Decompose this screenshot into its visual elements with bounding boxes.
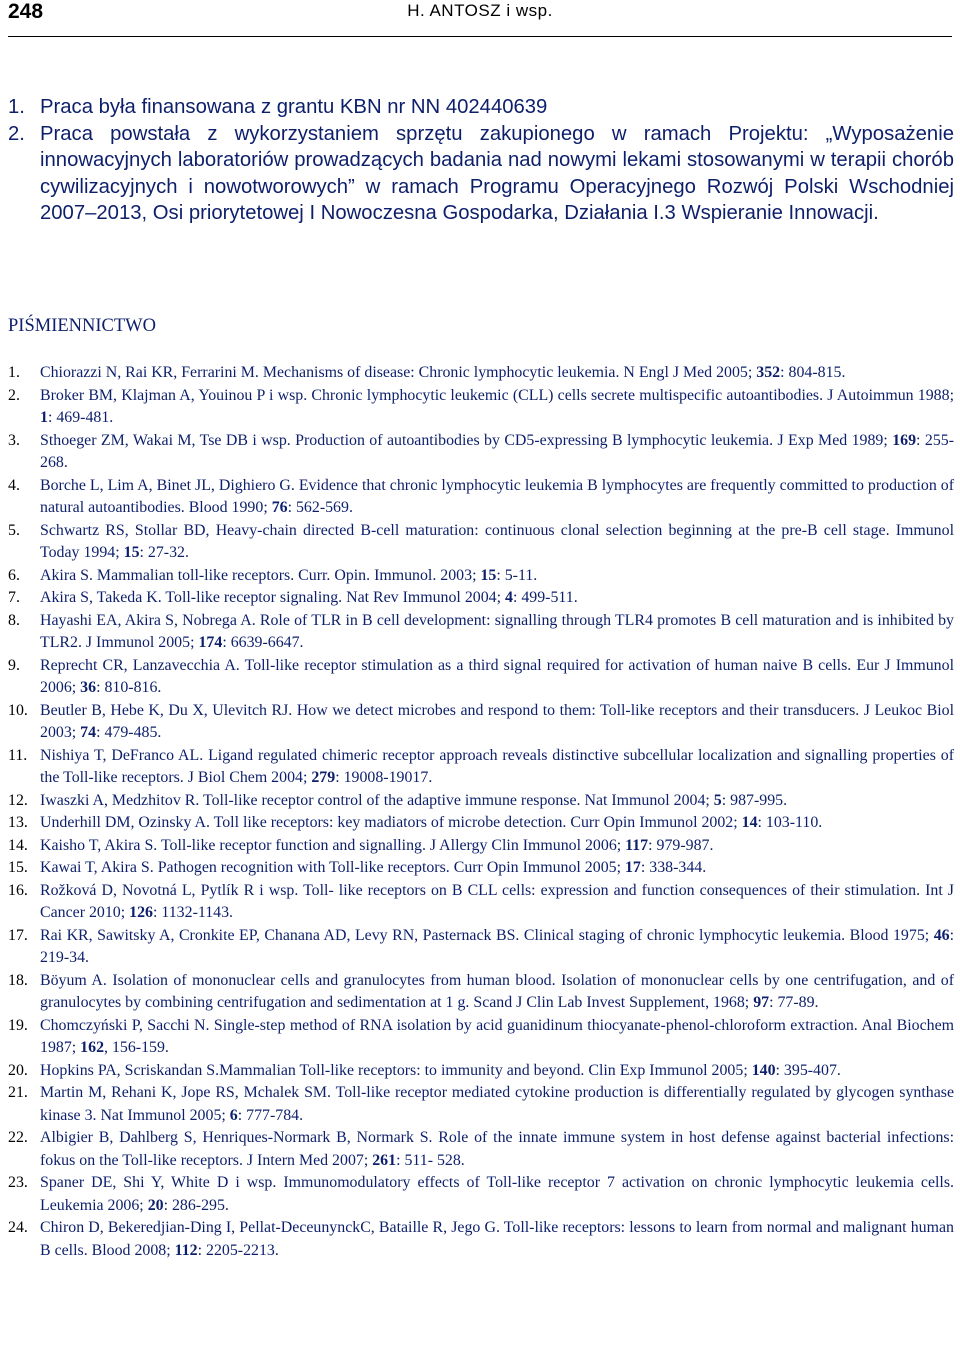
- reference-number: 14.: [8, 836, 28, 854]
- reference-pages: : 27-32.: [139, 544, 189, 561]
- references-list: [8, 362, 954, 1262]
- reference-volume: 1: [40, 409, 48, 426]
- reference-pages: : 777-784.: [237, 1106, 304, 1124]
- reference-pages: : 5-11.: [496, 566, 538, 584]
- running-head: H. ANTOSZ i wsp.: [407, 1, 553, 20]
- reference-number: 15.: [8, 859, 28, 876]
- reference-text: [40, 475, 954, 520]
- reference-number: 3.: [8, 431, 20, 449]
- page-header: [8, 0, 952, 37]
- reference-citation: Hopkins PA, Scriskandan S.Mammalian Toll-like receptors: to immunity and beyond. Clin Exp Immunol 2005;: [40, 1061, 752, 1079]
- reference-volume: 5: [713, 791, 722, 809]
- reference-text: [40, 362, 954, 385]
- reference-pages: : 2205-2213.: [197, 1241, 279, 1259]
- reference-number: 4.: [8, 476, 20, 494]
- reference-volume: 46: [933, 926, 950, 944]
- reference-pages: : 810-816.: [96, 679, 162, 696]
- reference-text: [40, 1060, 954, 1083]
- reference-item: [8, 1060, 954, 1083]
- acknowledgement-number: 1.: [8, 96, 25, 118]
- reference-citation: Kaisho T, Akira S. Toll-like receptor function and signalling. J Allergy Clin Immunol 2006;: [40, 836, 626, 854]
- reference-volume: 97: [753, 994, 770, 1011]
- reference-volume: 261: [372, 1151, 397, 1169]
- reference-citation: Sthoeger ZM, Wakai M, Tse DB i wsp. Production of autoantibodies by CD5-expressing B lymphocytic leukemia. J Exp Med 1989;: [40, 431, 893, 449]
- reference-volume: 15: [123, 544, 140, 561]
- reference-pages: : 77-89.: [769, 994, 819, 1011]
- reference-text: [40, 520, 954, 565]
- reference-pages: : 338-344.: [640, 859, 707, 876]
- reference-number: 9.: [8, 656, 20, 674]
- reference-citation: Albigier B, Dahlberg S, Henriques-Normark B, Normark S. Role of the innate immune system in host defense against bacterial infections: fokus on the Toll-like receptors. J Intern Med 2007;: [40, 1129, 954, 1169]
- reference-number: 22.: [8, 1129, 28, 1146]
- reference-citation: Rai KR, Sawitsky A, Cronkite EP, Chanana AD, Levy RN, Pasternack BS. Clinical staging of chronic lymphocytic leukemia. Blood 1975;: [40, 926, 934, 944]
- reference-citation: Akira S. Mammalian toll-like receptors. Curr. Opin. Immunol. 2003;: [40, 566, 481, 584]
- reference-number: 21.: [8, 1084, 28, 1101]
- reference-text: [40, 1217, 954, 1262]
- reference-number: 17.: [8, 926, 28, 944]
- reference-pages: : 255-268.: [40, 431, 954, 471]
- reference-text: [40, 857, 954, 880]
- reference-pages: : 6639-6647.: [222, 634, 304, 651]
- reference-text: [40, 880, 954, 925]
- reference-pages: : 511- 528.: [396, 1151, 465, 1169]
- reference-volume: 4: [505, 589, 513, 606]
- reference-pages: : 479-485.: [96, 724, 162, 741]
- reference-text: [40, 1127, 954, 1172]
- reference-number: 19.: [8, 1016, 28, 1034]
- reference-citation: Spaner DE, Shi Y, White D i wsp. Immunomodulatory effects of Toll-like receptor 7 activation on chronic lymphocytic leukemia cells. Leukemia 2006;: [40, 1174, 954, 1214]
- reference-number: 23.: [8, 1174, 28, 1191]
- reference-citation: Underhill DM, Ozinsky A. Toll like receptors: key madiators of microbe detection. Curr Opin Immunol 2002;: [40, 814, 742, 831]
- reference-number: 24.: [8, 1219, 28, 1236]
- reference-item: [8, 880, 954, 925]
- reference-citation: Nishiya T, DeFranco AL. Ligand regulated chimeric receptor approach reveals distinctive subcellular localization and signalling properties of the Toll-like receptors. J Biol Chem 2004;: [40, 746, 954, 786]
- reference-text: [40, 565, 954, 588]
- reference-number: 18.: [8, 971, 28, 989]
- reference-item: [8, 520, 954, 565]
- reference-volume: 169: [892, 431, 917, 449]
- reference-item: [8, 970, 954, 1015]
- reference-citation: Chiorazzi N, Rai KR, Ferrarini M. Mechanisms of disease: Chronic lymphocytic leukemia. N Engl J Med 2005;: [40, 364, 757, 381]
- page-number: 248: [8, 0, 44, 23]
- reference-item: [8, 812, 954, 835]
- reference-citation: Böyum A. Isolation of mononuclear cells and granulocytes from human blood. Isolation of mononuclear cells by one centrifugation, and of granulocytes by combining centrifugation and sedimentation at 1 g. Scand J Clin Lab Invest Supplement, 1968;: [40, 971, 954, 1011]
- reference-pages: : 804-815.: [780, 364, 846, 381]
- reference-citation: Reprecht CR, Lanzavecchia A. Toll-like receptor stimulation as a third signal required for activation of human naive B cells. Eur J Immunol 2006;: [40, 656, 954, 696]
- reference-citation: Chiron D, Bekeredjian-Ding I, Pellat-DeceunynckC, Bataille R, Jego G. Toll-like receptors: lessons to learn from normal and malignant human B cells. Blood 2008;: [40, 1219, 954, 1259]
- reference-item: [8, 857, 954, 880]
- reference-item: [8, 430, 954, 475]
- acknowledgement-number: 2.: [8, 122, 25, 145]
- reference-citation: Kawai T, Akira S. Pathogen recognition with Toll-like receptors. Curr Opin Immunol 2005;: [40, 859, 625, 876]
- reference-pages: : 469-481.: [47, 409, 114, 426]
- reference-citation: Akira S, Takeda K. Toll-like receptor signaling. Nat Rev Immunol 2004;: [40, 589, 505, 606]
- reference-item: [8, 385, 954, 430]
- reference-volume: 162: [80, 1039, 105, 1056]
- reference-item: [8, 1082, 954, 1127]
- reference-citation: Borche L, Lim A, Binet JL, Dighiero G. Evidence that chronic lymphocytic leukemia B lymphocytes are frequently committed to production of natural autoantibodies. Blood 1990;: [40, 476, 954, 516]
- reference-text: [40, 655, 954, 700]
- reference-item: [8, 745, 954, 790]
- reference-text: [40, 812, 954, 835]
- reference-citation: Broker BM, Klajman A, Youinou P i wsp. Chronic lymphocytic leukemic (CLL) cells secrete multispecific autoantibodies. J Autoimmun 1988;: [40, 386, 954, 404]
- reference-text: [40, 835, 954, 858]
- reference-pages: : 19008-19017.: [335, 769, 433, 786]
- reference-item: [8, 587, 954, 610]
- reference-volume: 14: [741, 814, 758, 831]
- references-heading: PIŚMIENNICTWO: [8, 316, 156, 336]
- reference-text: [40, 925, 954, 970]
- reference-pages: : 987-995.: [721, 791, 788, 809]
- reference-volume: 279: [311, 769, 336, 786]
- reference-text: [40, 700, 954, 745]
- reference-text: [40, 745, 954, 790]
- reference-citation: Martin M, Rehani K, Jope RS, Mchalek SM. Toll-like receptor mediated cytokine production is differentially regulated by glycogen synthase kinase 3. Nat Immunol 2005;: [40, 1084, 954, 1124]
- reference-pages: : 286-295.: [163, 1196, 229, 1214]
- reference-pages: : 395-407.: [775, 1061, 841, 1079]
- reference-volume: 36: [80, 679, 97, 696]
- reference-pages: : 103-110.: [757, 814, 823, 831]
- acknowledgements-list: [8, 94, 954, 227]
- reference-citation: Beutler B, Hebe K, Du X, Ulevitch RJ. How we detect microbes and respond to them: Toll-like receptors and their transducers. J Leukoc Biol 2003;: [40, 701, 954, 741]
- reference-volume: 112: [174, 1241, 198, 1259]
- reference-pages: : 979-987.: [648, 836, 714, 854]
- reference-text: [40, 385, 954, 430]
- reference-citation: Chomczyński P, Sacchi N. Single-step method of RNA isolation by acid guanidinum thiocyanate-phenol-chloroform extraction. Anal Biochem 1987;: [40, 1016, 954, 1056]
- reference-volume: 74: [80, 724, 97, 741]
- reference-volume: 17: [624, 859, 641, 876]
- reference-citation: Rožková D, Novotná L, Pytlík R i wsp. Toll- like receptors on B CLL cells: expression and function consequences of their stimulation. Int J Cancer 2010;: [40, 881, 954, 921]
- reference-number: 13.: [8, 814, 28, 831]
- reference-item: [8, 610, 954, 655]
- reference-pages: , 156-159.: [104, 1039, 169, 1056]
- reference-text: [40, 1172, 954, 1217]
- reference-item: [8, 1015, 954, 1060]
- reference-pages: : 1132-1143.: [152, 904, 234, 921]
- acknowledgement-text: Praca powstała z wykorzystaniem sprzętu zakupionego w ramach Projektu: „Wyposażenie innowacyjnych laboratoriów prowadzących badania nad nowymi lekami stosowanymi w terapii chorób cywilizacyjnych i nowotworowych” w ramach Programu Operacyjnego Rozwój Polski Wschodniej 2007–2013, Osi priorytetowej I Nowoczesna Gospodarka, Działania I.3 Wspieranie Innowacji.: [40, 122, 954, 224]
- reference-item: [8, 1127, 954, 1172]
- reference-citation: Iwaszki A, Medzhitov R. Toll-like receptor control of the adaptive immune response. Nat Immunol 2004;: [40, 791, 714, 809]
- reference-number: 20.: [8, 1061, 28, 1079]
- reference-citation: Hayashi EA, Akira S, Nobrega A. Role of TLR in B cell development: signalling through TLR4 promotes B cell maturation and is inhibited by TLR2. J Immunol 2005;: [40, 611, 954, 651]
- reference-volume: 174: [198, 634, 223, 651]
- reference-item: [8, 1217, 954, 1262]
- acknowledgement-item: [8, 121, 954, 227]
- reference-item: [8, 1172, 954, 1217]
- reference-number: 5.: [8, 521, 20, 539]
- reference-number: 12.: [8, 791, 28, 809]
- reference-volume: 117: [625, 836, 649, 854]
- reference-volume: 20: [147, 1196, 164, 1214]
- reference-number: 8.: [8, 611, 20, 629]
- reference-item: [8, 700, 954, 745]
- reference-text: [40, 1082, 954, 1127]
- reference-text: [40, 587, 954, 610]
- reference-volume: 352: [756, 364, 781, 381]
- reference-text: [40, 1015, 954, 1060]
- reference-text: [40, 970, 954, 1015]
- reference-text: [40, 610, 954, 655]
- reference-item: [8, 655, 954, 700]
- reference-pages: : 562-569.: [287, 499, 353, 516]
- reference-item: [8, 925, 954, 970]
- reference-citation: Schwartz RS, Stollar BD, Heavy-chain directed B-cell maturation: continuous clonal selection beginning at the pre-B cell stage. Immunol Today 1994;: [40, 521, 954, 561]
- reference-volume: 6: [229, 1106, 238, 1124]
- reference-number: 11.: [8, 746, 28, 764]
- reference-number: 10.: [8, 701, 28, 719]
- reference-volume: 15: [480, 566, 497, 584]
- acknowledgement-item: [8, 94, 954, 121]
- reference-pages: : 499-511.: [512, 589, 578, 606]
- reference-item: [8, 475, 954, 520]
- reference-volume: 126: [129, 904, 153, 921]
- acknowledgement-text: Praca była finansowana z grantu KBN nr NN 402440639: [40, 96, 548, 118]
- reference-number: 2.: [8, 386, 20, 404]
- reference-volume: 76: [271, 499, 288, 516]
- reference-text: [40, 430, 954, 475]
- reference-item: [8, 835, 954, 858]
- reference-item: [8, 565, 954, 588]
- reference-number: 1.: [8, 364, 20, 381]
- reference-volume: 140: [751, 1061, 776, 1079]
- reference-item: [8, 362, 954, 385]
- reference-item: [8, 790, 954, 813]
- reference-pages: : 219-34.: [40, 926, 954, 966]
- reference-number: 7.: [8, 589, 20, 606]
- reference-text: [40, 790, 954, 813]
- reference-number: 6.: [8, 566, 20, 584]
- reference-number: 16.: [8, 881, 28, 899]
